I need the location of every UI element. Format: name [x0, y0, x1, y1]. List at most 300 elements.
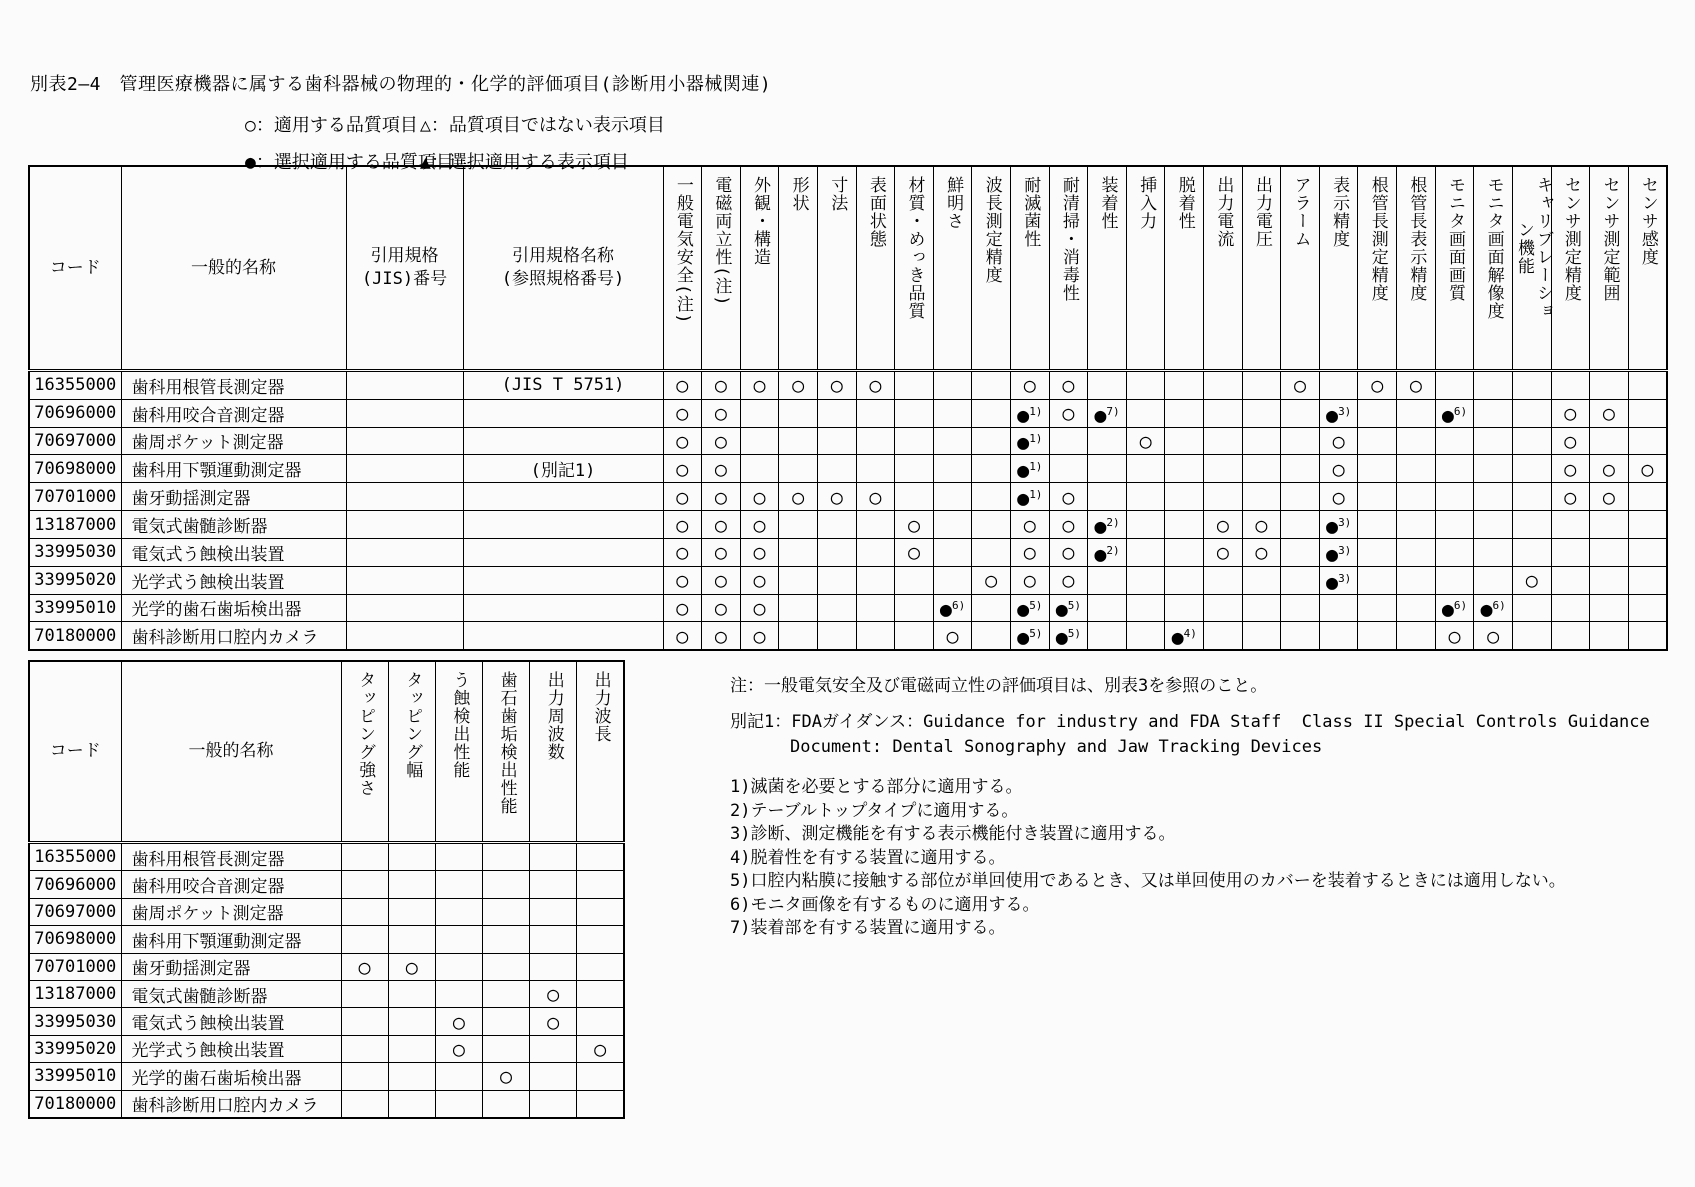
- mark-cell: ○: [1551, 427, 1590, 455]
- mark-cell: [388, 1090, 435, 1118]
- mark-cell: [1281, 566, 1320, 594]
- mark-cell: [530, 871, 577, 898]
- code-cell: 70180000: [29, 1090, 121, 1118]
- table2-header-row: [29, 661, 624, 843]
- mark-cell: [740, 455, 779, 483]
- t2-table-row: [29, 980, 624, 1007]
- mark-cell: [779, 622, 818, 650]
- mark-cell: [1474, 538, 1513, 566]
- code-cell: 70697000: [29, 898, 121, 925]
- mark-cell: [388, 898, 435, 925]
- mark-cell: [1281, 427, 1320, 455]
- mark-cell: [856, 427, 895, 455]
- mark-cell: [1281, 538, 1320, 566]
- mark-cell: [1281, 622, 1320, 650]
- mark-cell: [341, 980, 388, 1007]
- t1-mark-column-header: [1204, 166, 1243, 371]
- mark-cell: [1590, 566, 1629, 594]
- mark-cell: [972, 455, 1011, 483]
- mark-cell: ○: [740, 483, 779, 511]
- vertical-header-text: 外観・構造: [750, 176, 771, 266]
- mark-cell: [341, 898, 388, 925]
- reference-standard-cell: [463, 594, 663, 622]
- t1-table-row: [29, 455, 1667, 483]
- mark-cell: [1165, 483, 1204, 511]
- note-bekki1-line2: Document: Dental Sonography and Jaw Tracking Devices: [790, 737, 1323, 757]
- mark-cell: [1512, 427, 1551, 455]
- mark-cell: [1049, 427, 1088, 455]
- mark-cell: [933, 511, 972, 539]
- mark-cell: ○: [435, 1035, 482, 1062]
- mark-cell: [482, 980, 529, 1007]
- mark-cell: [1551, 538, 1590, 566]
- mark-cell: ○: [817, 483, 856, 511]
- mark-cell: [1358, 566, 1397, 594]
- mark-cell: [1088, 427, 1127, 455]
- mark-cell: [1242, 483, 1281, 511]
- mark-cell: [1628, 399, 1667, 427]
- mark-cell: [895, 371, 934, 400]
- mark-cell: [341, 1063, 388, 1090]
- jis-number-cell: [346, 566, 463, 594]
- mark-cell: [1512, 511, 1551, 539]
- mark-cell: ●$^{7)}$: [1088, 399, 1127, 427]
- vertical-header-text: 出力周波数: [543, 671, 564, 761]
- mark-cell: [856, 455, 895, 483]
- mark-cell: [1319, 594, 1358, 622]
- device-name-cell: 歯科診断用口腔内カメラ: [121, 622, 346, 650]
- mark-cell: ○: [1435, 622, 1474, 650]
- mark-cell: [388, 871, 435, 898]
- mark-cell: ●$^{6)}$: [1435, 594, 1474, 622]
- mark-cell: [1126, 399, 1165, 427]
- note-item: 5)口腔内粘膜に接触する部位が単回使用であるとき、又は単回使用のカバーを装着するときには適用しない。: [730, 871, 1566, 891]
- note-item: 4)脱着性を有する装置に適用する。: [730, 847, 1006, 868]
- vertical-header-text: モニタ画面解像度: [1483, 176, 1504, 320]
- device-name-cell: 歯牙動揺測定器: [121, 953, 341, 980]
- mark-cell: [972, 594, 1011, 622]
- mark-cell: [1165, 566, 1204, 594]
- mark-cell: [577, 1063, 624, 1090]
- mark-cell: [1126, 566, 1165, 594]
- mark-cell: [895, 594, 934, 622]
- mark-cell: ○: [856, 371, 895, 400]
- mark-cell: ○: [663, 594, 702, 622]
- vertical-header-text: タッピング強さ: [355, 671, 376, 797]
- code-cell: 13187000: [29, 980, 121, 1007]
- note-item: 3)診断、測定機能を有する表示機能付き装置に適用する。: [730, 824, 1176, 844]
- mark-cell: [530, 898, 577, 925]
- mark-cell: ○: [1628, 455, 1667, 483]
- mark-cell: ○: [577, 1035, 624, 1062]
- vertical-header-text: 出力電圧: [1251, 176, 1272, 248]
- mark-cell: [1628, 566, 1667, 594]
- mark-cell: [1242, 594, 1281, 622]
- device-name-cell: 電気式歯髄診断器: [121, 511, 346, 539]
- mark-cell: [1088, 483, 1127, 511]
- note-bekki1-line1: 別記1：FDAガイダンス：Guidance for industry and FDA Staff Class II Special Controls Guidance: [730, 712, 1650, 732]
- mark-cell: ●$^{3)}$: [1319, 538, 1358, 566]
- mark-cell: ○: [1049, 371, 1088, 400]
- mark-cell: [1358, 455, 1397, 483]
- mark-cell: [1397, 594, 1436, 622]
- mark-cell: ○: [1010, 511, 1049, 539]
- mark-cell: [933, 483, 972, 511]
- mark-cell: [1242, 566, 1281, 594]
- device-name-cell: 光学式う蝕検出装置: [121, 1035, 341, 1062]
- mark-cell: [817, 538, 856, 566]
- mark-cell: ○: [702, 427, 741, 455]
- mark-cell: [435, 1090, 482, 1118]
- t1-mark-column-header: [817, 166, 856, 371]
- table1-header-row: [29, 166, 1667, 371]
- mark-cell: [817, 566, 856, 594]
- evaluation-items-table: [28, 165, 1668, 651]
- mark-cell: ○: [1474, 622, 1513, 650]
- mark-cell: ○: [702, 511, 741, 539]
- mark-cell: [972, 622, 1011, 650]
- mark-cell: [1628, 427, 1667, 455]
- jis-number-cell: [346, 371, 463, 400]
- mark-cell: ○: [702, 538, 741, 566]
- mark-cell: ●$^{1)}$: [1010, 483, 1049, 511]
- vertical-header-text: 歯石歯垢検出性能: [496, 671, 517, 815]
- mark-cell: [895, 427, 934, 455]
- mark-cell: ○: [895, 538, 934, 566]
- legend-filled-triangle: ▲：選択適用する表示項目: [420, 152, 629, 173]
- t1-table-row: [29, 511, 1667, 539]
- mark-cell: [779, 399, 818, 427]
- mark-cell: [577, 871, 624, 898]
- supplementary-items-table: [28, 660, 625, 1119]
- mark-cell: ○: [663, 455, 702, 483]
- jis-number-cell: [346, 622, 463, 650]
- mark-cell: [817, 427, 856, 455]
- mark-cell: [1512, 622, 1551, 650]
- t1-mark-column-header: [1126, 166, 1165, 371]
- mark-cell: [933, 566, 972, 594]
- mark-cell: [1165, 538, 1204, 566]
- t1-mark-column-header: [1358, 166, 1397, 371]
- vertical-header-text: キャリブレーショ ン機能: [1513, 176, 1553, 320]
- t1-mark-column-header: [1010, 166, 1049, 371]
- device-name-cell: 歯科用根管長測定器: [121, 843, 341, 871]
- mark-cell: ○: [779, 371, 818, 400]
- mark-cell: [530, 1035, 577, 1062]
- vertical-header-text: センサ測定精度: [1560, 176, 1581, 302]
- vertical-header-text: 耐滅菌性: [1020, 176, 1041, 248]
- mark-cell: [1358, 427, 1397, 455]
- mark-cell: [1590, 371, 1629, 400]
- mark-cell: [435, 871, 482, 898]
- mark-cell: [1628, 538, 1667, 566]
- mark-cell: ●$^{1)}$: [1010, 427, 1049, 455]
- mark-cell: [1397, 455, 1436, 483]
- mark-cell: ○: [740, 538, 779, 566]
- code-cell: 70698000: [29, 926, 121, 953]
- mark-cell: [1204, 622, 1243, 650]
- mark-cell: [1358, 594, 1397, 622]
- mark-cell: ○: [1049, 399, 1088, 427]
- mark-cell: ○: [1049, 483, 1088, 511]
- mark-cell: [530, 926, 577, 953]
- mark-cell: [1358, 483, 1397, 511]
- code-cell: 33995030: [29, 538, 121, 566]
- mark-cell: [1474, 399, 1513, 427]
- mark-cell: [1590, 427, 1629, 455]
- reference-standard-cell: [463, 622, 663, 650]
- t1-mark-column-header: [702, 166, 741, 371]
- t1-mark-column-header: [1319, 166, 1358, 371]
- mark-cell: ○: [895, 511, 934, 539]
- device-name-cell: 電気式う蝕検出装置: [121, 538, 346, 566]
- reference-standard-cell: [463, 399, 663, 427]
- mark-cell: [1165, 455, 1204, 483]
- vertical-header-text: 波長測定精度: [981, 176, 1002, 284]
- vertical-header-text: 表面状態: [865, 176, 886, 248]
- mark-cell: ○: [1551, 399, 1590, 427]
- mark-cell: [856, 594, 895, 622]
- mark-cell: ○: [1010, 371, 1049, 400]
- mark-cell: [577, 1008, 624, 1035]
- mark-cell: [972, 427, 1011, 455]
- mark-cell: [1281, 594, 1320, 622]
- vertical-header-text: 表示精度: [1329, 176, 1350, 248]
- mark-cell: [1628, 483, 1667, 511]
- code-cell: 70180000: [29, 622, 121, 650]
- code-cell: 33995010: [29, 1063, 121, 1090]
- mark-cell: [1126, 455, 1165, 483]
- mark-cell: ○: [740, 594, 779, 622]
- mark-cell: [1628, 371, 1667, 400]
- mark-cell: [1551, 566, 1590, 594]
- vertical-header-text: タッピング幅: [402, 671, 423, 779]
- mark-cell: [740, 427, 779, 455]
- mark-cell: ○: [435, 1008, 482, 1035]
- mark-cell: ○: [341, 953, 388, 980]
- mark-cell: ○: [1319, 427, 1358, 455]
- mark-cell: [1551, 371, 1590, 400]
- mark-cell: ○: [1242, 511, 1281, 539]
- mark-cell: [388, 1035, 435, 1062]
- jis-number-cell: [346, 427, 463, 455]
- t2-table-row: [29, 926, 624, 953]
- mark-cell: ○: [1358, 371, 1397, 400]
- mark-cell: [1204, 427, 1243, 455]
- mark-cell: ●$^{6)}$: [1474, 594, 1513, 622]
- mark-cell: [1281, 511, 1320, 539]
- mark-cell: [435, 843, 482, 871]
- device-name-cell: 歯周ポケット測定器: [121, 898, 341, 925]
- mark-cell: [1319, 371, 1358, 400]
- vertical-header-text: センサ感度: [1637, 176, 1658, 266]
- code-cell: 13187000: [29, 511, 121, 539]
- t1-table-row: [29, 538, 1667, 566]
- mark-cell: ○: [702, 455, 741, 483]
- jis-number-cell: [346, 455, 463, 483]
- t1-mark-column-header: [1512, 166, 1551, 371]
- mark-cell: [530, 843, 577, 871]
- mark-cell: [856, 566, 895, 594]
- vertical-header-text: 一般電気安全(注): [672, 176, 693, 325]
- code-cell: 70701000: [29, 953, 121, 980]
- mark-cell: [341, 1035, 388, 1062]
- mark-cell: [1281, 483, 1320, 511]
- mark-cell: ○: [702, 594, 741, 622]
- t1-column-header: コード: [29, 166, 121, 371]
- legend-open-triangle: △：品質項目ではない表示項目: [420, 115, 665, 136]
- mark-cell: [1435, 483, 1474, 511]
- mark-cell: [895, 399, 934, 427]
- mark-cell: [1474, 483, 1513, 511]
- mark-cell: [1242, 371, 1281, 400]
- mark-cell: ●$^{6)}$: [933, 594, 972, 622]
- t2-column-header: コード: [29, 661, 121, 843]
- t2-mark-column-header: [530, 661, 577, 843]
- mark-cell: [341, 843, 388, 871]
- mark-cell: ○: [663, 566, 702, 594]
- mark-cell: [1088, 371, 1127, 400]
- vertical-header-text: 出力電流: [1213, 176, 1234, 248]
- mark-cell: [972, 538, 1011, 566]
- note-item: 6)モニタ画像を有するものに適用する。: [730, 894, 1040, 915]
- mark-cell: ○: [1010, 538, 1049, 566]
- mark-cell: ○: [856, 483, 895, 511]
- mark-cell: [972, 399, 1011, 427]
- mark-cell: [1281, 399, 1320, 427]
- mark-cell: ○: [663, 427, 702, 455]
- mark-cell: [1397, 399, 1436, 427]
- mark-cell: [779, 427, 818, 455]
- mark-cell: ○: [482, 1063, 529, 1090]
- mark-cell: [1397, 566, 1436, 594]
- mark-cell: ○: [972, 566, 1011, 594]
- vertical-header-text: 挿入力: [1136, 176, 1157, 230]
- mark-cell: [1049, 455, 1088, 483]
- mark-cell: ○: [1319, 455, 1358, 483]
- note-item: 7)装着部を有する装置に適用する。: [730, 918, 1006, 938]
- mark-cell: [388, 1063, 435, 1090]
- mark-cell: [1512, 594, 1551, 622]
- reference-standard-cell: [463, 427, 663, 455]
- mark-cell: [933, 427, 972, 455]
- mark-cell: ●$^{2)}$: [1088, 511, 1127, 539]
- mark-cell: [1165, 511, 1204, 539]
- mark-cell: ○: [663, 399, 702, 427]
- mark-cell: [1435, 455, 1474, 483]
- t1-mark-column-header: [933, 166, 972, 371]
- device-name-cell: 歯科用根管長測定器: [121, 371, 346, 400]
- mark-cell: [530, 1090, 577, 1118]
- code-cell: 70696000: [29, 871, 121, 898]
- code-cell: 16355000: [29, 843, 121, 871]
- mark-cell: [388, 926, 435, 953]
- t1-mark-column-header: [1474, 166, 1513, 371]
- mark-cell: ○: [663, 371, 702, 400]
- mark-cell: ○: [740, 511, 779, 539]
- mark-cell: [388, 843, 435, 871]
- mark-cell: [341, 1008, 388, 1035]
- mark-cell: [1242, 399, 1281, 427]
- code-cell: 70696000: [29, 399, 121, 427]
- mark-cell: [1126, 371, 1165, 400]
- jis-number-cell: [346, 483, 463, 511]
- mark-cell: [435, 980, 482, 1007]
- mark-cell: [779, 538, 818, 566]
- mark-cell: [740, 399, 779, 427]
- mark-cell: ○: [817, 371, 856, 400]
- mark-cell: [1397, 622, 1436, 650]
- t2-mark-column-header: [435, 661, 482, 843]
- t2-column-header: 一般的名称: [121, 661, 341, 843]
- mark-cell: ●$^{3)}$: [1319, 566, 1358, 594]
- t1-mark-column-header: [895, 166, 934, 371]
- t1-mark-column-header: [1088, 166, 1127, 371]
- t1-table-row: [29, 566, 1667, 594]
- jis-number-cell: [346, 399, 463, 427]
- mark-cell: ○: [1204, 511, 1243, 539]
- t1-mark-column-header: [972, 166, 1011, 371]
- mark-cell: [895, 455, 934, 483]
- mark-cell: [341, 871, 388, 898]
- mark-cell: [435, 898, 482, 925]
- mark-cell: [341, 926, 388, 953]
- device-name-cell: 光学的歯石歯垢検出器: [121, 1063, 341, 1090]
- mark-cell: [1165, 371, 1204, 400]
- mark-cell: [577, 843, 624, 871]
- vertical-header-text: 根管長表示精度: [1406, 176, 1427, 302]
- vertical-header-text: 材質・めっき品質: [904, 176, 925, 320]
- vertical-header-text: 電磁両立性(注): [711, 176, 732, 307]
- mark-cell: [933, 371, 972, 400]
- mark-cell: [817, 399, 856, 427]
- mark-cell: [482, 1008, 529, 1035]
- mark-cell: [577, 1090, 624, 1118]
- mark-cell: [856, 538, 895, 566]
- mark-cell: [779, 566, 818, 594]
- device-name-cell: 電気式歯髄診断器: [121, 980, 341, 1007]
- mark-cell: [1628, 511, 1667, 539]
- code-cell: 33995030: [29, 1008, 121, 1035]
- mark-cell: [482, 871, 529, 898]
- t2-table-row: [29, 953, 624, 980]
- mark-cell: ○: [663, 483, 702, 511]
- mark-cell: [1474, 371, 1513, 400]
- t1-column-header: 一般的名称: [121, 166, 346, 371]
- mark-cell: [1088, 566, 1127, 594]
- code-cell: 16355000: [29, 371, 121, 400]
- mark-cell: [1358, 399, 1397, 427]
- t1-mark-column-header: [1435, 166, 1474, 371]
- mark-cell: ●$^{1)}$: [1010, 399, 1049, 427]
- mark-cell: [1474, 455, 1513, 483]
- jis-number-cell: [346, 538, 463, 566]
- mark-cell: [1088, 594, 1127, 622]
- legend-open-circle: ○：適用する品質項目: [245, 115, 418, 136]
- mark-cell: [435, 926, 482, 953]
- mark-cell: ○: [663, 622, 702, 650]
- mark-cell: [435, 953, 482, 980]
- mark-cell: ●$^{1)}$: [1010, 455, 1049, 483]
- mark-cell: [530, 1063, 577, 1090]
- jis-number-cell: [346, 594, 463, 622]
- mark-cell: ○: [388, 953, 435, 980]
- mark-cell: ○: [1590, 455, 1629, 483]
- device-name-cell: 歯周ポケット測定器: [121, 427, 346, 455]
- mark-cell: ○: [702, 566, 741, 594]
- reference-standard-cell: (JIS T 5751): [463, 371, 663, 400]
- reference-standard-cell: (別記1): [463, 455, 663, 483]
